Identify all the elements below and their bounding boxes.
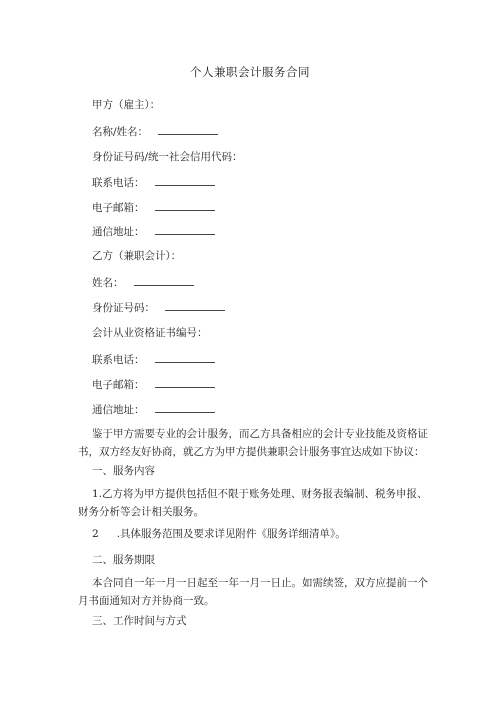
party-a-name-blank: [158, 124, 218, 135]
party-b-heading: 乙方（兼职会计）：: [92, 250, 182, 262]
section-3-heading: 三、工作时间与方式: [92, 615, 187, 627]
party-b-id-row: [92, 300, 225, 315]
party-a-address-blank: [155, 224, 215, 235]
party-b-email-label: 电子邮箱：: [92, 379, 145, 391]
party-a-email-blank: [155, 200, 215, 211]
section-1-item-2-num: 2: [92, 528, 99, 540]
page-title: 个人兼职会计服务合同: [190, 65, 310, 79]
party-a-heading: 甲方（雇主）：: [92, 99, 161, 111]
party-a-phone-blank: [155, 175, 215, 186]
party-a-id-label: 身份证号码/统一社会信用代码：: [92, 151, 243, 163]
party-a-email-row: [92, 200, 215, 215]
party-a-name-label: 名称/姓名：: [92, 126, 149, 138]
party-a-address-label: 通信地址：: [92, 226, 145, 238]
section-1-item-1-num: 1: [92, 488, 99, 500]
party-b-address-label: 通信地址：: [92, 404, 145, 416]
party-b-name-label: 姓名：: [92, 277, 124, 289]
section-1-item-1: [78, 485, 434, 521]
section-1-item-2-text: .具体服务范围及要求详见附件《服务详细清单》。: [116, 528, 346, 540]
party-a-address-row: [92, 224, 215, 239]
party-b-id-label: 身份证号码：: [92, 302, 155, 314]
section-2-paragraph: 本合同自一年一月一日起至一年一月一日止。如需续签，双方应提前一个月书面通知对方并协商一致。: [78, 577, 428, 607]
party-b-address-row: [92, 402, 215, 417]
party-b-phone-blank: [155, 352, 215, 363]
party-b-phone-label: 联系电话：: [92, 354, 145, 366]
party-b-address-blank: [155, 402, 215, 413]
party-b-name-row: [92, 275, 194, 290]
party-b-email-blank: [155, 377, 215, 388]
party-b-email-row: [92, 377, 215, 392]
party-a-name-row: [92, 124, 218, 139]
party-b-name-blank: [134, 275, 194, 286]
section-1-item-1-text: .乙方将为甲方提供包括但不限于账务处理、财务报表编制、税务申报、财务分析等会计相关服务。: [78, 488, 428, 518]
section-2-heading: 二、服务期限: [92, 554, 155, 566]
section-1-heading: 一、服务内容: [92, 465, 155, 477]
preamble-paragraph: 鉴于甲方需要专业的会计服务，而乙方具备相应的会计专业技能及资格证书，双方经友好协商，就乙方为甲方提供兼职会计服务事宜达成如下协议：: [78, 428, 428, 458]
party-b-phone-row: [92, 352, 215, 367]
party-a-phone-label: 联系电话：: [92, 177, 145, 189]
party-a-email-label: 电子邮箱：: [92, 202, 145, 214]
party-b-cert-label: 会计从业资格证书编号：: [92, 327, 208, 339]
section-1-item-2: [92, 527, 346, 541]
party-a-phone-row: [92, 175, 215, 190]
party-b-id-blank: [165, 300, 225, 311]
